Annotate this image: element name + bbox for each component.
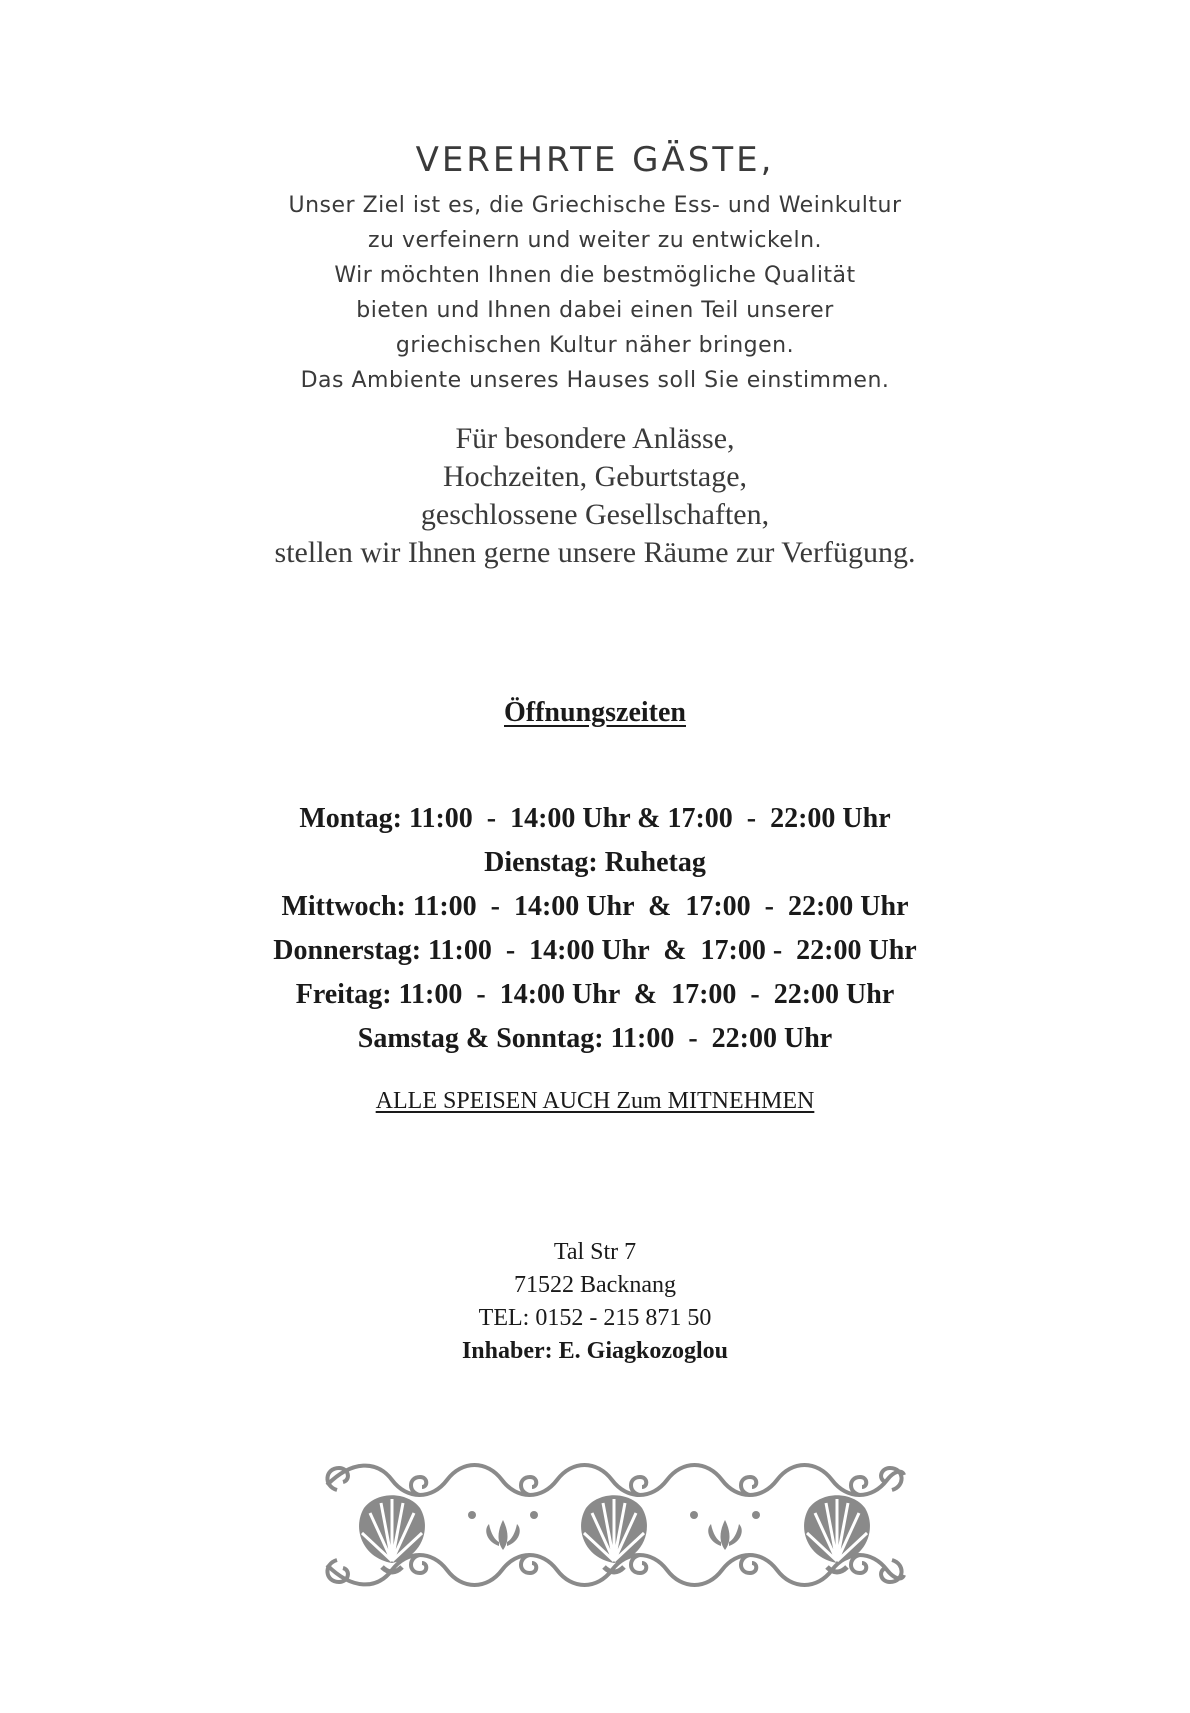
intro-line: griechischen Kultur näher bringen. [395,333,795,358]
intro-line: Wir möchten Ihnen die bestmögliche Qualität [334,263,856,288]
opening-hours-row: Montag: 11:00 - 14:00 Uhr & 17:00 - 22:00 Uhr [299,803,891,834]
opening-hours-row: Donnerstag: 11:00 - 14:00 Uhr & 17:00 - 22:00 Uhr [273,935,917,966]
occasions-line: Hochzeiten, Geburtstage, [442,460,748,493]
intro-line: bieten und Ihnen dabei einen Teil unserer [356,298,834,323]
occasions-line: stellen wir Ihnen gerne unsere Räume zur Verfügung. [274,536,916,569]
address-owner: Inhaber: E. Giagkozoglou [461,1338,729,1364]
lily-motif [708,1520,742,1550]
address-block [0,1236,1190,1368]
occasions-line: geschlossene Gesellschaften, [420,498,770,531]
opening-hours-row: Mittwoch: 11:00 - 14:00 Uhr & 17:00 - 22:00 Uhr [281,891,909,922]
opening-hours-title: Öffnungszeiten [504,697,686,728]
takeaway-notice: ALLE SPEISEN AUCH Zum MITNEHMEN [375,1088,815,1114]
intro-line: zu verfeinern und weiter zu entwickeln. [367,228,823,253]
opening-hours-row: Freitag: 11:00 - 14:00 Uhr & 17:00 - 22:00 Uhr [295,979,895,1010]
greeting-title: VEREHRTE GÄSTE, [415,140,775,180]
occasions-line: Für besondere Anlässe, [455,422,735,455]
intro-paragraph [0,188,1190,398]
palmette-motif [359,1495,425,1572]
address-phone: TEL: 0152 - 215 871 50 [478,1305,712,1331]
occasions-paragraph [0,420,1190,572]
address-street: Tal Str 7 [553,1239,637,1265]
intro-line: Das Ambiente unseres Hauses soll Sie einstimmen. [300,368,890,393]
greek-ornament-border [322,1455,907,1595]
palmette-motif [804,1495,870,1572]
palmette-motif [581,1495,647,1572]
intro-line: Unser Ziel ist es, die Griechische Ess- und Weinkultur [288,193,902,218]
address-city: 71522 Backnang [514,1272,676,1298]
lily-motif [486,1520,520,1550]
opening-hours-row: Samstag & Sonntag: 11:00 - 22:00 Uhr [357,1023,833,1054]
opening-hours-list [0,797,1190,1061]
opening-hours-row: Dienstag: Ruhetag [484,847,706,878]
